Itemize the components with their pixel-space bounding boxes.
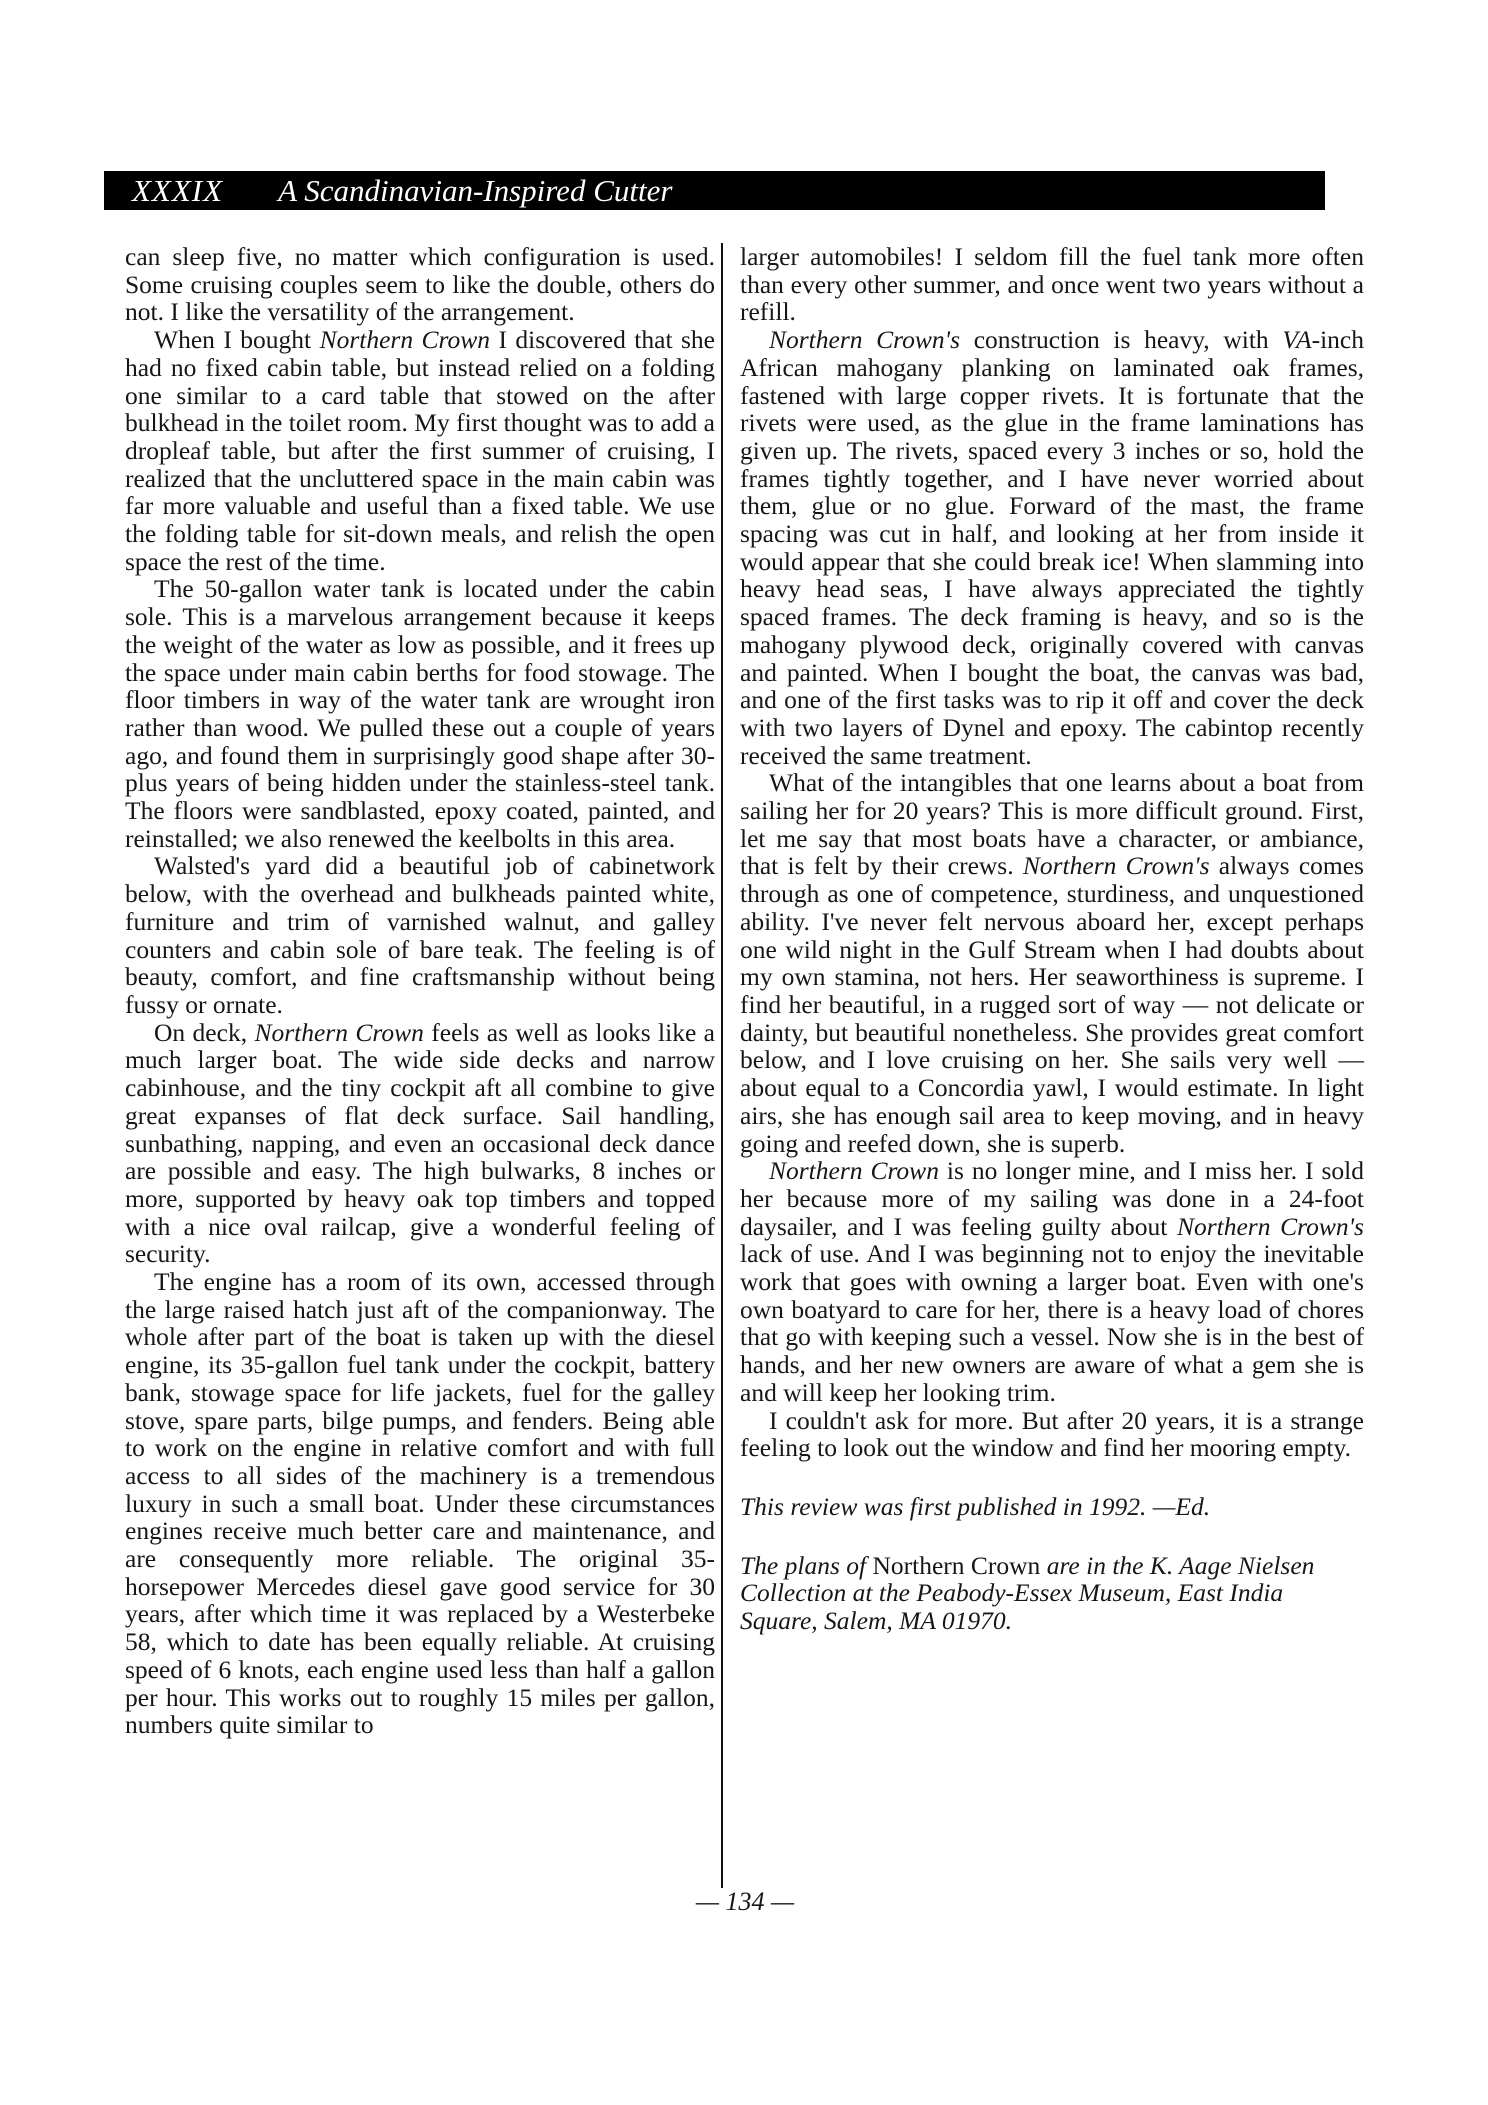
- column-divider: [721, 243, 723, 1888]
- body-paragraph: [740, 1157, 1364, 1406]
- text-run: This review was first published in 1992. —Ed.: [740, 1491, 1211, 1521]
- chapter-header-bar: [104, 171, 1325, 210]
- text-run: I discovered that she had no fixed cabin table, but instead relied on a folding one similar to a card table that stowed on the after bulkhead in the toilet room. My first thought was to add a dropleaf table, but after the first summer of cruising, I realized that the uncluttered space in the main cabin was far more valuable and useful than a fixed table. We use the folding table for sit-down meals, and relish the open space the rest of the time.: [125, 325, 715, 576]
- body-paragraph: [125, 243, 715, 326]
- text-run: feels as well as looks like a much larger boat. The wide side decks and narrow cabinhouse, and the tiny cockpit aft all combine to give great expanses of flat deck surface. Sail handling, sunbathing, napping, and even an occasional deck dance are possible and easy. The high bulwarks, 8 inches or more, supported by heavy oak top timbers and topped with a nice oval railcap, give a wonderful feeling of security.: [125, 1017, 715, 1269]
- text-run: Northern Crown's: [769, 325, 961, 355]
- body-paragraph: [740, 1407, 1364, 1462]
- body-paragraph: [125, 326, 715, 575]
- text-run: When I bought: [154, 325, 320, 355]
- text-run: Northern Crown: [769, 1156, 939, 1186]
- editor-note: [740, 1493, 1364, 1521]
- text-run: lack of use. And I was beginning not to enjoy the inevitable work that goes with owning a larger boat. Even with one's own boatyard to care for her, there is a heavy load of chores that go with keeping such a vessel. Now she is in the best of hands, and her new owners are aware of what a gem she is and will keep her looking trim.: [740, 1239, 1364, 1407]
- article-body: [125, 243, 1365, 1888]
- text-run: What of the intangibles that one learns about a boat from sailing her for 20 years? This is more difficult ground. First, let me say that most boats have a character, or ambiance, that is felt by their crews.: [740, 768, 1364, 881]
- editor-note: [740, 1552, 1364, 1635]
- text-run: is no longer mine, and I miss her. I sold her because more of my sailing was done in a 24-foot daysailer, and I was feeling guilty about: [740, 1156, 1364, 1241]
- body-paragraph: [740, 243, 1364, 326]
- page-number: — 134 —: [695, 1887, 795, 1916]
- text-run: construction is heavy, with: [960, 325, 1283, 355]
- chapter-title: A Scandinavian-Inspired Cutter: [278, 172, 673, 208]
- text-run: Northern Crown's: [1022, 851, 1210, 881]
- text-run: On deck,: [154, 1017, 255, 1047]
- text-run: always comes through as one of competence, sturdiness, and unquestioned ability. I've never felt nervous aboard her, except perhaps one wild night in the Gulf Stream when I had doubts about my own stamina, not hers. Her seaworthiness is supreme. I find her beautiful, in a rugged sort of way — not delicate or dainty, but beautiful nonetheless. She provides great comfort below, and I love cruising on her. She sails very well — about equal to a Concordia yawl, I would estimate. In light airs, she has enough sail area to keep moving, and in heavy going and reefed down, she is superb.: [740, 851, 1364, 1158]
- body-paragraph: [125, 1019, 715, 1268]
- text-run: I couldn't ask for more. But after 20 years, it is a strange feeling to look out the window and find her mooring empty.: [740, 1405, 1364, 1463]
- chapter-number: XXXIX: [132, 172, 224, 208]
- text-run: inch African mahogany planking on laminated oak frames, fastened with large copper rivets. It is fortunate that the rivets were used, as the glue in the frame laminations has given up. The rivets, spaced every 3 inches or so, hold the frames tightly together, and I have never worried about them, glue or no glue. Forward of the mast, the frame spacing was cut in half, and looking at her from inside it would appear that she could break ice! When slamming into heavy head seas, I have always appreciated the tightly spaced frames. The deck framing is heavy, and so is the mahogany plywood deck, originally covered with canvas and painted. When I bought the boat, the canvas was bad, and one of the first tasks was to rip it off and cover the deck with two layers of Dynel and epoxy. The cabintop recently received the same treatment.: [740, 325, 1364, 770]
- text-run: Northern Crown: [872, 1550, 1041, 1580]
- left-column: [125, 243, 715, 1888]
- text-run: VA-: [1282, 325, 1321, 355]
- body-paragraph: [740, 769, 1364, 1157]
- body-paragraph: [125, 1268, 715, 1739]
- right-column: [740, 243, 1364, 1888]
- text-run: The plans of: [740, 1550, 873, 1580]
- text-run: The 50-gallon water tank is located under the cabin sole. This is a marvelous arrangement because it keeps the weight of the water as low as possible, and it frees up the space under main cabin berths for food stowage. The floor timbers in way of the water tank are wrought iron rather than wood. We pulled these out a couple of years ago, and found them in surprisingly good shape after 30-plus years of being hidden under the stainless-steel tank. The floors were sandblasted, epoxy coated, painted, and reinstalled; we also renewed the keelbolts in this area.: [125, 574, 715, 853]
- text-run: Northern Crown: [319, 325, 491, 355]
- text-run: larger automobiles! I seldom fill the fuel tank more often than every other summer, and once went two years without a refill.: [740, 242, 1364, 327]
- body-paragraph: [125, 575, 715, 852]
- text-run: The engine has a room of its own, accessed through the large raised hatch just aft of the companionway. The whole after part of the boat is taken up with the diesel engine, its 35-gallon fuel tank under the cockpit, battery bank, stowage space for life jackets, fuel for the galley stove, spare parts, bilge pumps, and fenders. Being able to work on the engine in relative comfort and with full access to all sides of the machinery is a tremendous luxury in such a small boat. Under these circumstances engines receive much better care and maintenance, and are consequently more reliable. The original 35-horsepower Mercedes diesel gave good service for 30 years, after which time it was replaced by a Westerbeke 58, which to date has been equally reliable. At cruising speed of 6 knots, each engine used less than half a gallon per hour. This works out to roughly 15 miles per gallon, numbers quite similar to: [125, 1267, 715, 1740]
- text-run: Walsted's yard did a beautiful job of cabinetwork below, with the overhead and bulkheads painted white, furniture and trim of varnished walnut, and galley counters and cabin sole of bare teak. The feeling is of beauty, comfort, and fine craftsmanship without being fussy or ornate.: [125, 851, 715, 1019]
- body-paragraph: [740, 326, 1364, 769]
- text-run: are in the K. Aage Nielsen Collection at the Peabody-Essex Museum, East India Square, Salem, MA 01970.: [740, 1550, 1315, 1636]
- body-paragraph: [125, 852, 715, 1018]
- text-run: Northern Crown's: [1176, 1211, 1364, 1241]
- text-run: Northern Crown: [254, 1017, 424, 1047]
- text-run: can sleep five, no matter which configuration is used. Some cruising couples seem to like the double, others do not. I like the versatility of the arrangement.: [125, 242, 715, 327]
